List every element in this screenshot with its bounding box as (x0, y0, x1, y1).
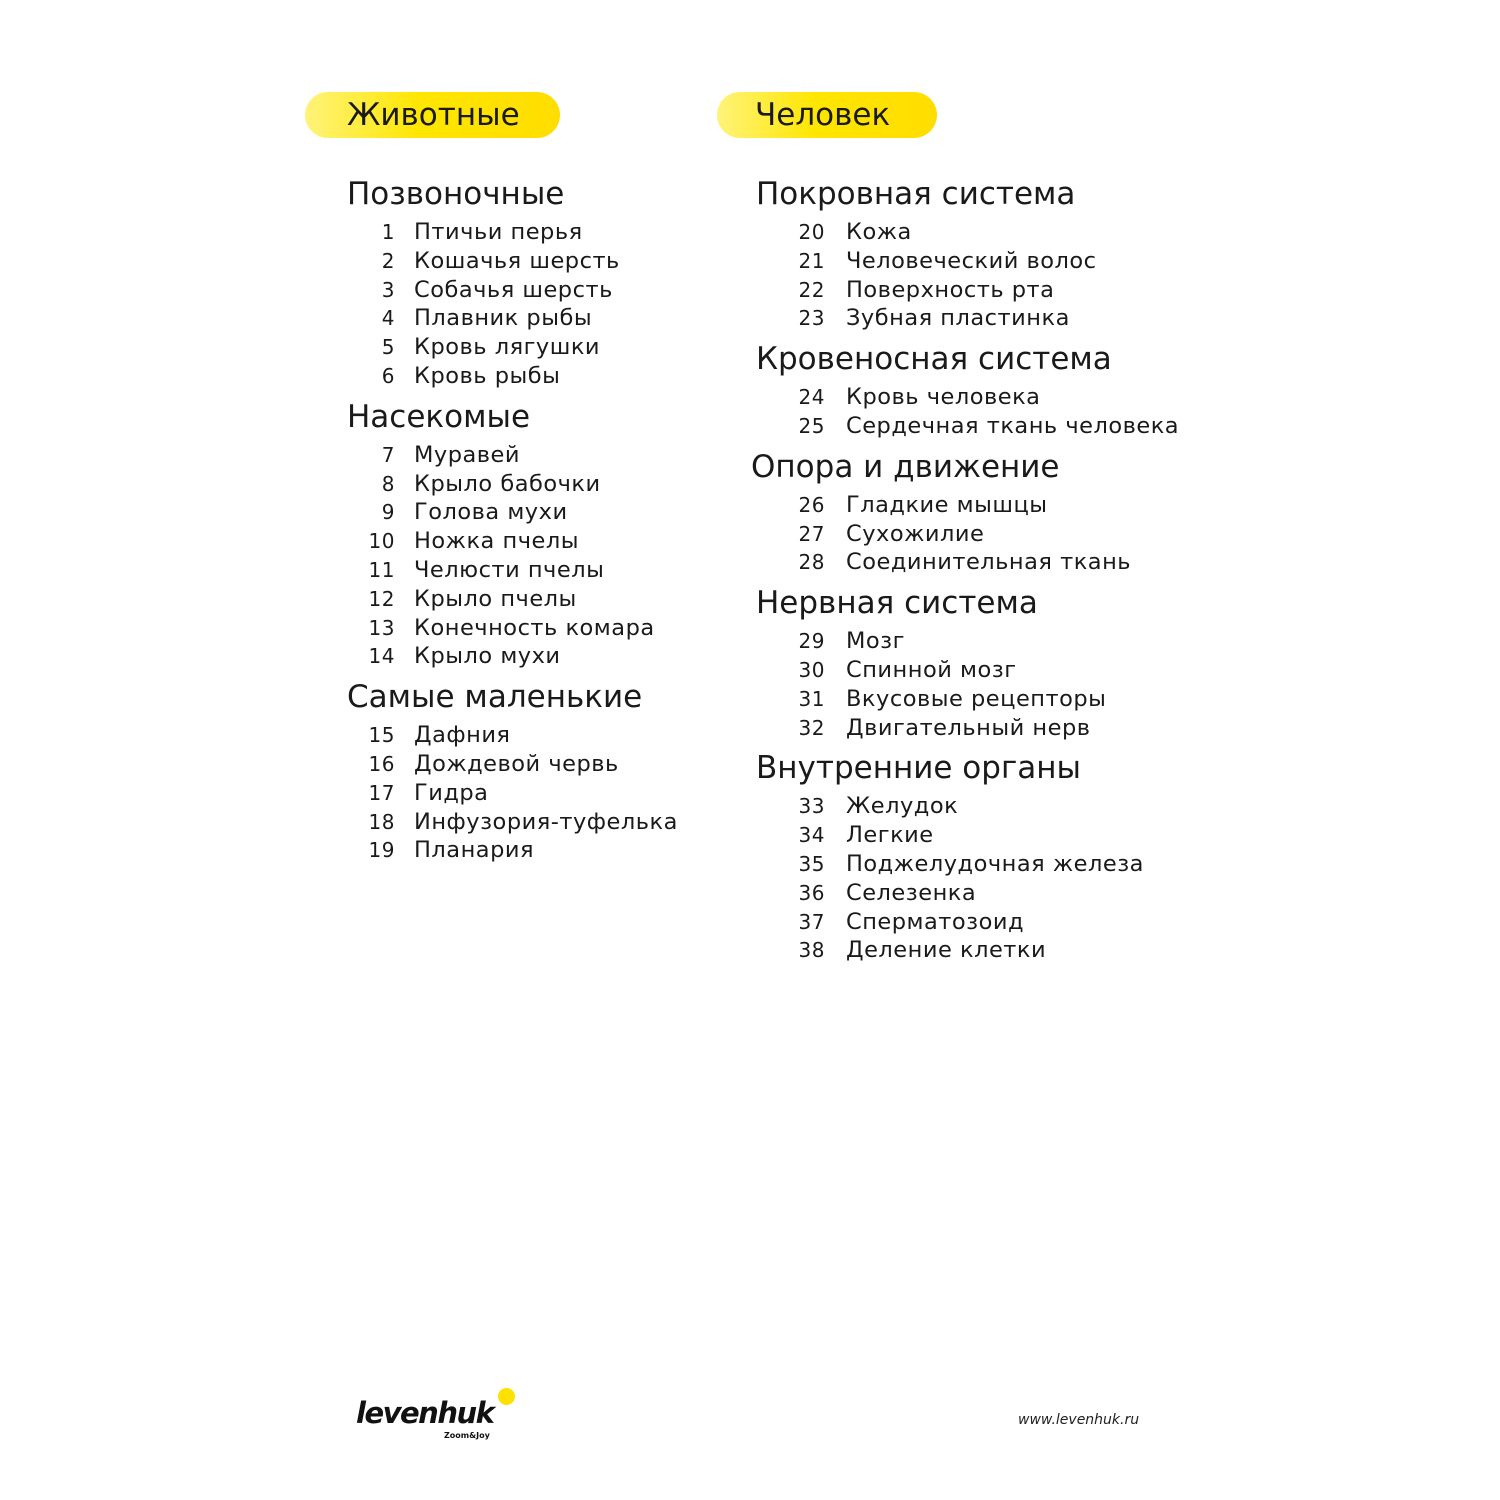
human-sections (717, 176, 1237, 965)
item-number: 36 (798, 880, 825, 905)
item-label: Желудок (846, 793, 959, 820)
item-label: Зубная пластинка (846, 305, 1070, 332)
list-item (717, 908, 1237, 937)
section-title: Кровеносная система (756, 341, 1112, 378)
section-circulatory (717, 341, 1237, 441)
item-number: 17 (368, 780, 395, 805)
item-list (305, 441, 725, 671)
section-nervous (717, 585, 1237, 742)
item-label: Челюсти пчелы (414, 556, 605, 583)
item-label: Крыло мухи (414, 643, 561, 670)
item-list (717, 383, 1237, 441)
item-label: Ножка пчелы (414, 528, 579, 555)
list-item (305, 333, 725, 362)
item-label: Гладкие мышцы (846, 491, 1048, 518)
item-label: Деление клетки (846, 937, 1047, 964)
item-label: Крыло пчелы (414, 585, 577, 612)
item-label: Поверхность рта (846, 276, 1055, 303)
item-number: 7 (381, 442, 395, 467)
list-item (717, 792, 1237, 821)
section-integumentary (717, 176, 1237, 333)
item-number: 23 (798, 306, 825, 331)
list-item (305, 808, 725, 837)
item-label: Муравей (414, 441, 521, 468)
item-number: 3 (381, 277, 395, 302)
item-label: Голова мухи (414, 499, 568, 526)
item-number: 30 (798, 657, 825, 682)
item-number: 14 (368, 644, 395, 669)
human-header-pill: Человек (717, 92, 937, 138)
list-item (305, 721, 725, 750)
list-item (305, 779, 725, 808)
list-item (717, 304, 1237, 333)
item-label: Дождевой червь (414, 750, 619, 777)
list-item (305, 362, 725, 391)
animals-column (305, 92, 725, 865)
item-number: 1 (381, 220, 395, 244)
item-number: 13 (368, 615, 395, 640)
logo-tagline: Zoom&Joy (444, 1431, 490, 1440)
levenhuk-logo (356, 1388, 526, 1444)
item-label: Спинной мозг (846, 656, 1017, 683)
list-item (305, 441, 725, 470)
item-number: 38 (798, 938, 825, 963)
section-smallest (305, 679, 725, 865)
item-number: 4 (381, 306, 395, 331)
item-list (717, 627, 1237, 742)
list-item (717, 850, 1237, 879)
section-title: Покровная система (756, 176, 1076, 212)
list-item (305, 585, 725, 614)
list-item (717, 714, 1237, 743)
list-item (717, 383, 1237, 412)
item-number: 8 (381, 471, 395, 496)
list-item (305, 247, 725, 276)
list-item (305, 218, 725, 247)
list-item (717, 491, 1237, 520)
item-label: Вкусовые рецепторы (846, 685, 1107, 712)
item-list (717, 792, 1237, 965)
item-label: Кровь рыбы (414, 362, 561, 389)
item-number: 34 (798, 823, 825, 848)
section-title: Позвоночные (347, 176, 565, 212)
item-number: 2 (381, 248, 395, 273)
list-item (305, 276, 725, 305)
item-list (717, 218, 1237, 333)
list-item (305, 614, 725, 643)
list-item (717, 879, 1237, 908)
section-title: Нервная система (756, 585, 1038, 622)
list-item (305, 750, 725, 779)
item-number: 5 (381, 335, 395, 360)
list-item (305, 498, 725, 527)
item-label: Собачья шерсть (414, 276, 613, 303)
list-item (717, 548, 1237, 577)
item-number: 16 (368, 751, 395, 776)
list-item (717, 247, 1237, 276)
item-number: 9 (381, 500, 395, 525)
item-number: 32 (798, 715, 825, 740)
list-item (305, 527, 725, 556)
list-item (717, 821, 1237, 850)
item-number: 27 (798, 521, 825, 546)
section-insects (305, 399, 725, 671)
item-label: Сперматозоид (846, 908, 1025, 935)
section-title: Самые маленькие (347, 679, 643, 716)
human-column (717, 92, 1237, 965)
item-label: Дафния (414, 722, 511, 749)
list-item (717, 685, 1237, 714)
item-label: Мозг (846, 628, 905, 655)
item-number: 15 (368, 723, 395, 748)
item-number: 18 (368, 809, 395, 834)
section-title: Опора и движение (751, 448, 1060, 485)
item-number: 22 (798, 277, 825, 302)
item-label: Инфузория-туфелька (414, 808, 678, 835)
item-number: 26 (798, 492, 825, 517)
item-list (305, 218, 725, 391)
item-label: Сердечная ткань человека (846, 412, 1180, 439)
list-item (717, 218, 1237, 247)
item-label: Соединительная ткань (846, 549, 1132, 576)
item-number: 28 (798, 550, 825, 575)
list-item (305, 304, 725, 333)
item-number: 37 (798, 909, 825, 934)
list-item (305, 836, 725, 865)
logo-dot-icon (498, 1388, 515, 1405)
item-number: 11 (368, 557, 395, 582)
item-number: 24 (798, 385, 825, 410)
item-number: 10 (368, 529, 395, 554)
section-support-movement (717, 449, 1237, 577)
logo-text: levenhuk (356, 1396, 494, 1430)
footer-url: www.levenhuk.ru (1018, 1412, 1140, 1428)
item-number: 19 (368, 838, 395, 863)
item-number: 21 (798, 248, 825, 273)
item-label: Поджелудочная железа (846, 850, 1144, 877)
list-item (305, 470, 725, 499)
item-list (305, 721, 725, 865)
list-item (717, 276, 1237, 305)
section-title: Внутренние органы (756, 750, 1081, 787)
item-label: Кровь лягушки (414, 334, 601, 361)
list-item (717, 520, 1237, 549)
list-item (717, 656, 1237, 685)
animals-header-pill: Животные (305, 92, 560, 138)
item-number: 31 (798, 686, 825, 711)
list-item (305, 642, 725, 671)
item-label: Легкие (846, 822, 934, 849)
item-label: Селезенка (846, 879, 977, 906)
section-vertebrates (305, 176, 725, 391)
item-label: Двигательный нерв (846, 714, 1091, 741)
item-list (717, 491, 1237, 577)
item-number: 6 (381, 363, 395, 388)
item-label: Птичьи перья (414, 219, 583, 245)
item-label: Кровь человека (846, 384, 1041, 411)
item-label: Сухожилие (846, 520, 985, 547)
item-label: Гидра (414, 779, 489, 806)
item-number: 12 (368, 586, 395, 611)
item-number: 35 (798, 851, 825, 876)
list-item (717, 627, 1237, 656)
list-item (717, 936, 1237, 965)
item-number: 20 (798, 220, 825, 244)
item-label: Планария (414, 837, 535, 864)
item-number: 25 (798, 413, 825, 438)
item-label: Кожа (846, 219, 912, 245)
item-label: Крыло бабочки (414, 470, 601, 497)
list-item (305, 556, 725, 585)
section-title: Насекомые (347, 398, 531, 435)
item-label: Конечность комара (414, 614, 655, 641)
animals-sections (305, 176, 725, 865)
item-label: Плавник рыбы (414, 305, 593, 332)
item-number: 29 (798, 629, 825, 654)
item-number: 33 (798, 794, 825, 819)
list-item (717, 412, 1237, 441)
item-label: Кошачья шерсть (414, 247, 620, 274)
item-label: Человеческий волос (846, 247, 1097, 274)
section-internal-organs (717, 750, 1237, 965)
